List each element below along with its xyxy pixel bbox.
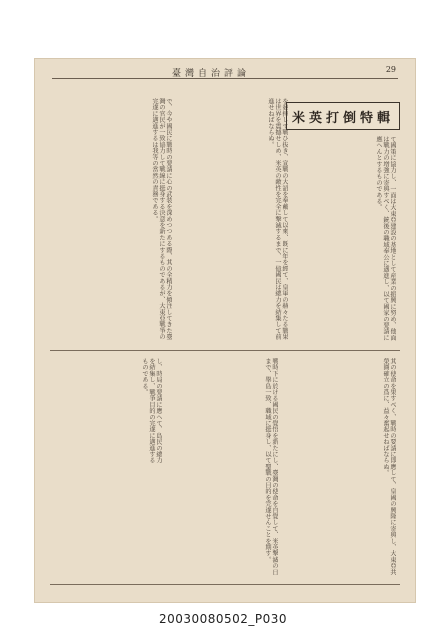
body-text-upper-mid: を發揮して戰ひ抜き、宣戰の大詔を奉戴して以來、既に年を經て、皇軍の赫々たる戰果は世界を震撼せしめ、米英の敵性を完全に撃滅するまで、一億國民は總力を結集して前進せねばならぬ。 — [267, 98, 288, 340]
body-text-lower-left: し、時局の要請に應へて、島民の總力を結集し、戰爭目的の完遂に邁進するものである。 — [141, 358, 162, 464]
header-rule — [52, 78, 398, 79]
body-text-upper-left: で、今や國民に戰時の要請に心の武装を深めつつある際、其の全精力を傾注してきた臺灣の官民が一致協力して戰線に挺身する決意を新たにするものであるが、大東亞戰爭の完遂に邁進するは我等の當然の責務である。 — [151, 98, 172, 340]
bottom-rule — [50, 584, 400, 585]
body-text-upper-right: て國策に協力し、一面は大東亞建設の基地として産業の振興に努め、他面は戰力の増強に寄與すべく、銃後の職域奉公に邁進し、以て國家の要請に應へんとするものである。 — [375, 136, 396, 341]
document-page — [34, 58, 416, 603]
page-number: 29 — [385, 65, 396, 74]
article-title: 米英打倒特輯 — [291, 110, 394, 126]
article-title-box — [286, 102, 400, 130]
section-divider — [50, 350, 400, 351]
image-caption: 20030080502_P030 — [158, 612, 288, 626]
body-text-lower-right: 其の使命を果すべく、戰時の要請に即應して、皇國の興隆に寄與し、大東亞共榮圏確立の爲に、益々奮起せねばならぬ。 — [382, 358, 396, 575]
body-text-lower-mid: 戦時下に於ける國民の覺悟を新たにし、臺灣の使命を自覺して、米英撃滅の日まで、擧島一致、職域に挺身し、以て聖戰の目的を完遂せんことを期す。 — [264, 358, 278, 575]
journal-title: 臺灣自治評論 — [172, 69, 251, 79]
